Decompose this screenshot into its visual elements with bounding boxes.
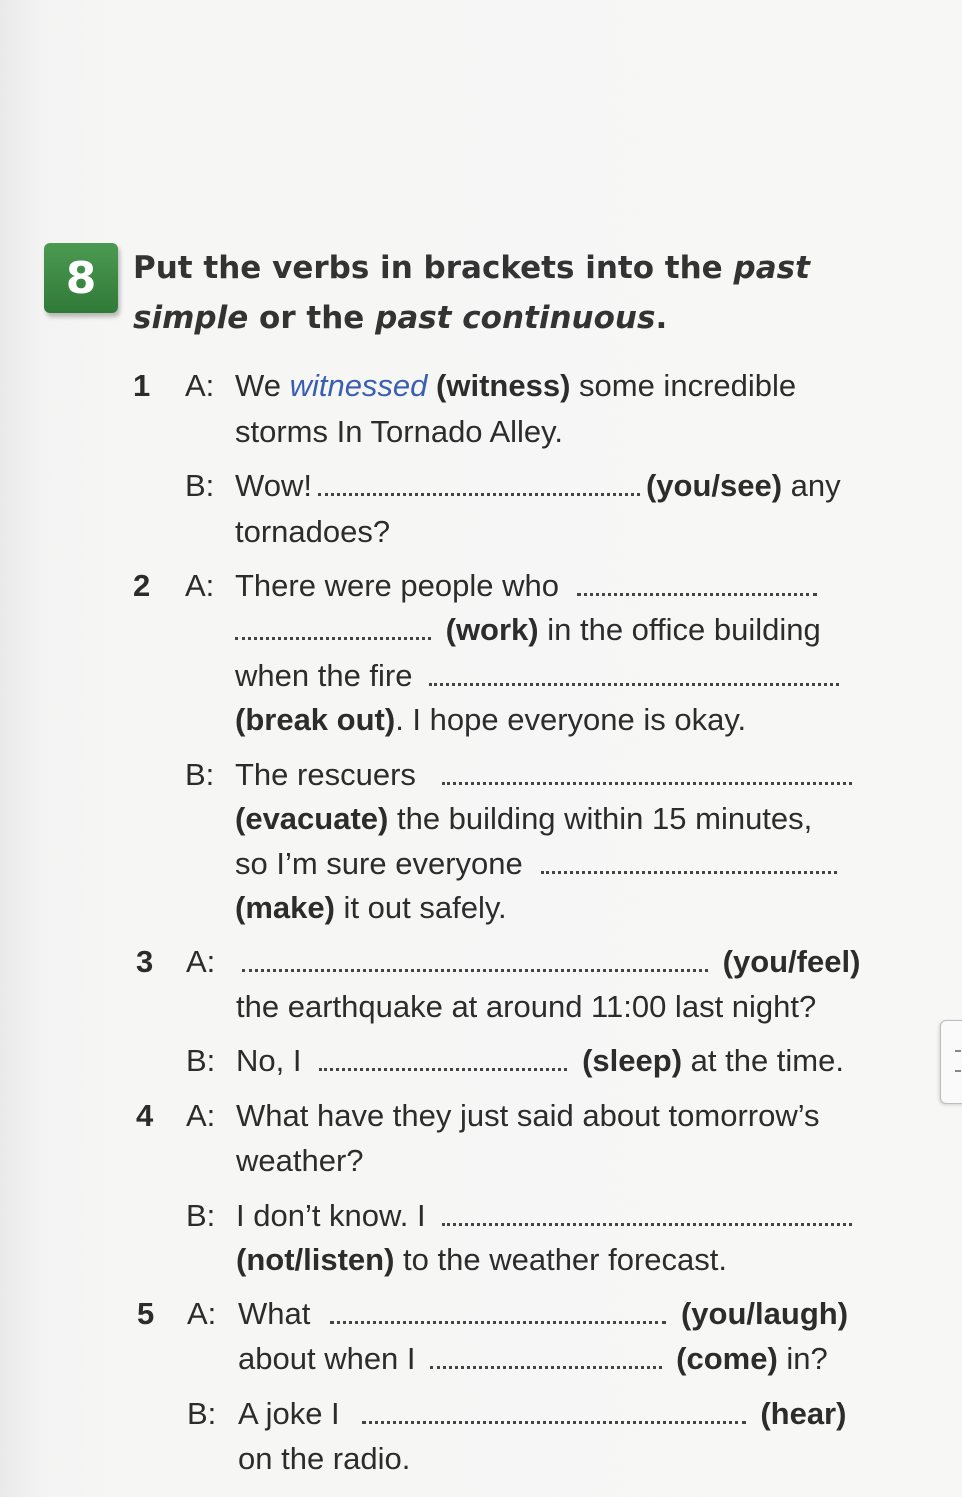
item-1-b-speaker: B: [185,468,215,503]
verb-prompt: (not/listen) [236,1242,395,1277]
item-1-a-line-1 [185,366,214,406]
verb-prompt: (you/see) [645,468,783,503]
item-1-a-text-cont: storms In Tornado Alley. [235,414,563,449]
example-answer: witnessed [289,368,428,403]
item-2-a-speaker: A: [185,568,215,603]
item-4-b-speaker: B: [186,1198,216,1233]
item-4-a-text: What have they just said about tomorrow’s [236,1098,820,1133]
verb-prompt: (you/laugh) [680,1296,849,1331]
exercise-number-badge: 8 [44,243,118,313]
verb-prompt: (come) [676,1341,778,1376]
grip-icon [955,1050,961,1072]
item-2-a-text-4: (break out). I hope everyone is okay. [235,702,747,737]
answer-blank[interactable] [577,593,817,596]
verb-prompt: (make) [235,890,335,925]
verb-prompt: (hear) [760,1396,847,1431]
item-4-a-speaker: A: [186,1098,216,1133]
item-4-b-text: I don’t know. I [236,1196,858,1236]
speaker-label: A: [185,368,215,403]
item-2-b-text-3: so I’m sure everyone [235,844,843,884]
item-5-number: 5 [137,1296,155,1331]
item-1-a-text: We witnessed (witness) some incredible [235,368,797,403]
answer-blank[interactable] [319,1068,567,1071]
item-3-a-text [236,942,860,982]
answer-blank[interactable] [429,683,839,686]
item-1-line-1 [133,366,150,406]
verb-prompt: (witness) [436,368,571,403]
item-2-number: 2 [133,568,151,603]
exercise-instruction: Put the verbs in brackets into the past simple or the past continuous. [133,250,810,336]
answer-blank[interactable] [235,637,431,640]
item-1-b-text-cont: tornadoes? [235,514,391,549]
verb-prompt: (evacuate) [235,801,389,836]
item-3-b-speaker: B: [186,1043,216,1078]
verb-prompt: (work) [445,612,539,647]
item-5-b-speaker: B: [187,1396,217,1431]
item-2-a-text-3: when the fire [235,656,845,696]
verb-prompt: (break out) [235,702,396,737]
answer-blank[interactable] [430,1366,662,1369]
item-3-b-text: No, I (sleep) at the time. [236,1043,844,1078]
item-5-b-text-2: on the radio. [238,1441,411,1476]
item-5-a-text-2: about when I (come) in? [238,1341,828,1376]
item-1-b-text: Wow! (you/see) any [235,468,841,503]
answer-blank[interactable] [242,969,708,972]
answer-blank[interactable] [330,1321,666,1324]
item-number: 1 [133,368,151,403]
item-4-b-text-2: (not/listen) to the weather forecast. [236,1242,727,1277]
item-2-a-text: There were people who [235,566,823,606]
item-2-b-text-2: (evacuate) the building within 15 minutes, [235,801,813,836]
item-2-a-text-2: (work) in the office building [235,610,821,650]
item-5-b-text: A joke I (hear) [238,1396,847,1431]
item-3-a-text-2: the earthquake at around 11:00 last night? [236,989,817,1024]
item-3-number: 3 [136,944,154,979]
item-5-a-text: What (you/laugh) [238,1296,849,1331]
verb-prompt: (sleep) [582,1043,683,1078]
verb-prompt: (you/feel) [722,944,861,979]
item-3-a-speaker: A: [186,944,216,979]
answer-blank[interactable] [442,782,852,785]
item-4-number: 4 [136,1098,154,1133]
answer-blank[interactable] [442,1223,852,1226]
item-2-b-text-4: (make) it out safely. [235,890,507,925]
answer-blank[interactable] [318,493,640,496]
item-2-b-text: The rescuers [235,755,858,795]
item-5-a-speaker: A: [187,1296,217,1331]
item-2-b-speaker: B: [185,757,215,792]
item-4-a-text-2: weather? [236,1143,364,1178]
answer-blank[interactable] [362,1421,746,1424]
answer-blank[interactable] [541,871,837,874]
